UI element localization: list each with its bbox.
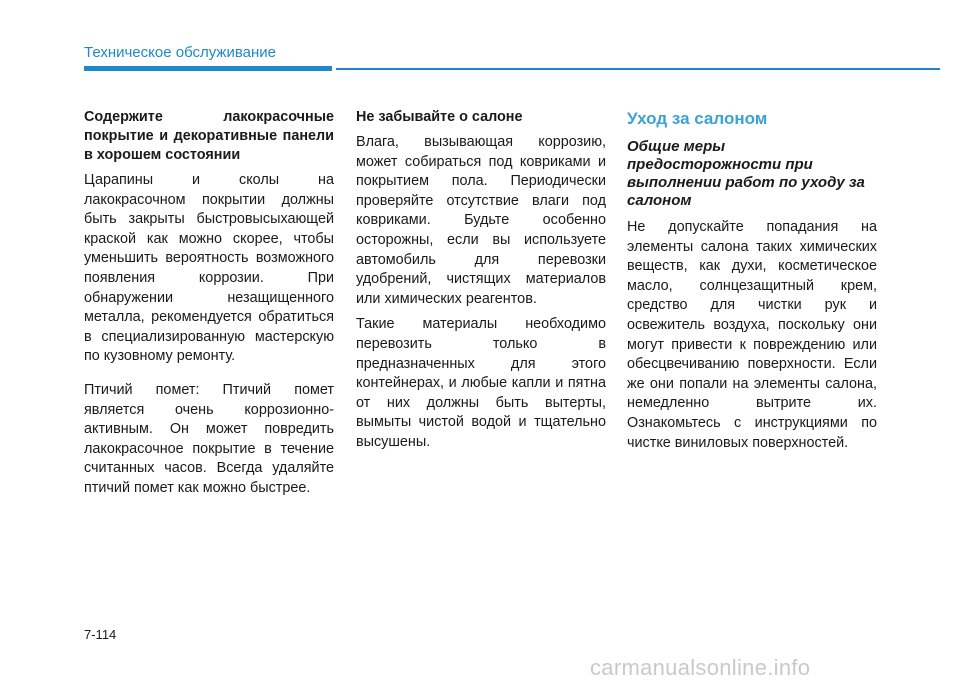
materials-paragraph: Такие материалы необходимо перевозить только в предназначенных для этого контейнерах, и любые капли и пятна от них должны быть вытерты, вымыты чистой водой и тщательно высушены. xyxy=(356,316,606,450)
column-1 xyxy=(84,108,334,505)
watermark: carmanualsonline.info xyxy=(590,655,811,680)
chemicals-paragraph: Не допускайте попадания на элементы салона таких химических веществ, как духи, косметическое масло, солнцезащитный крем, средство для чистки рук и освежитель воздуха, поскольку они могут привести к повреждению или обесцвечиванию поверхности. Если же они попали на элементы салона, немедленно вытрите их. Ознакомьтесь с инструкциями по чистке виниловых поверхностей. xyxy=(627,219,877,451)
page-number: 7-114 xyxy=(84,627,117,642)
moisture-paragraph: Влага, вызывающая коррозию, может собираться под ковриками и покрытием пола. Периодически проверяйте отсутствие влаги под ковриками. Будьте особенно осторожны, если вы используете автомобиль для перевозки удобрений, чистящих материалов или химических реагентов. xyxy=(356,134,606,307)
precautions-subtitle: Общие меры предосторожности при выполнении работ по уходу за салоном xyxy=(627,138,865,209)
paint-care-heading: Содержите лакокрасочные покрытие и декоративные панели в хорошем состоянии xyxy=(84,109,334,163)
header-rule-thin xyxy=(336,68,940,70)
column-2 xyxy=(356,108,606,459)
paint-care-paragraph: Царапины и сколы на лакокрасочном покрытии должны быть закрыты быстровысыхающей краской как можно скорее, чтобы уменьшить вероятность возможного появления коррозии. При обнаружении незащищенного металла, рекомендуется обратиться в специализированную мастерскую по кузовному ремонту. xyxy=(84,172,334,365)
interior-heading: Не забывайте о салоне xyxy=(356,109,523,125)
header-rule-thick xyxy=(84,66,332,71)
interior-care-title: Уход за салоном xyxy=(627,109,768,128)
section-header: Техническое обслуживание xyxy=(84,44,276,61)
bird-droppings-paragraph: Птичий помет: Птичий помет является очень коррозионно-активным. Он может повредить лакокрасочное покрытие в течение считанных часов. Всегда удаляйте птичий помет как можно быстрее. xyxy=(84,381,334,496)
column-3 xyxy=(627,108,877,459)
